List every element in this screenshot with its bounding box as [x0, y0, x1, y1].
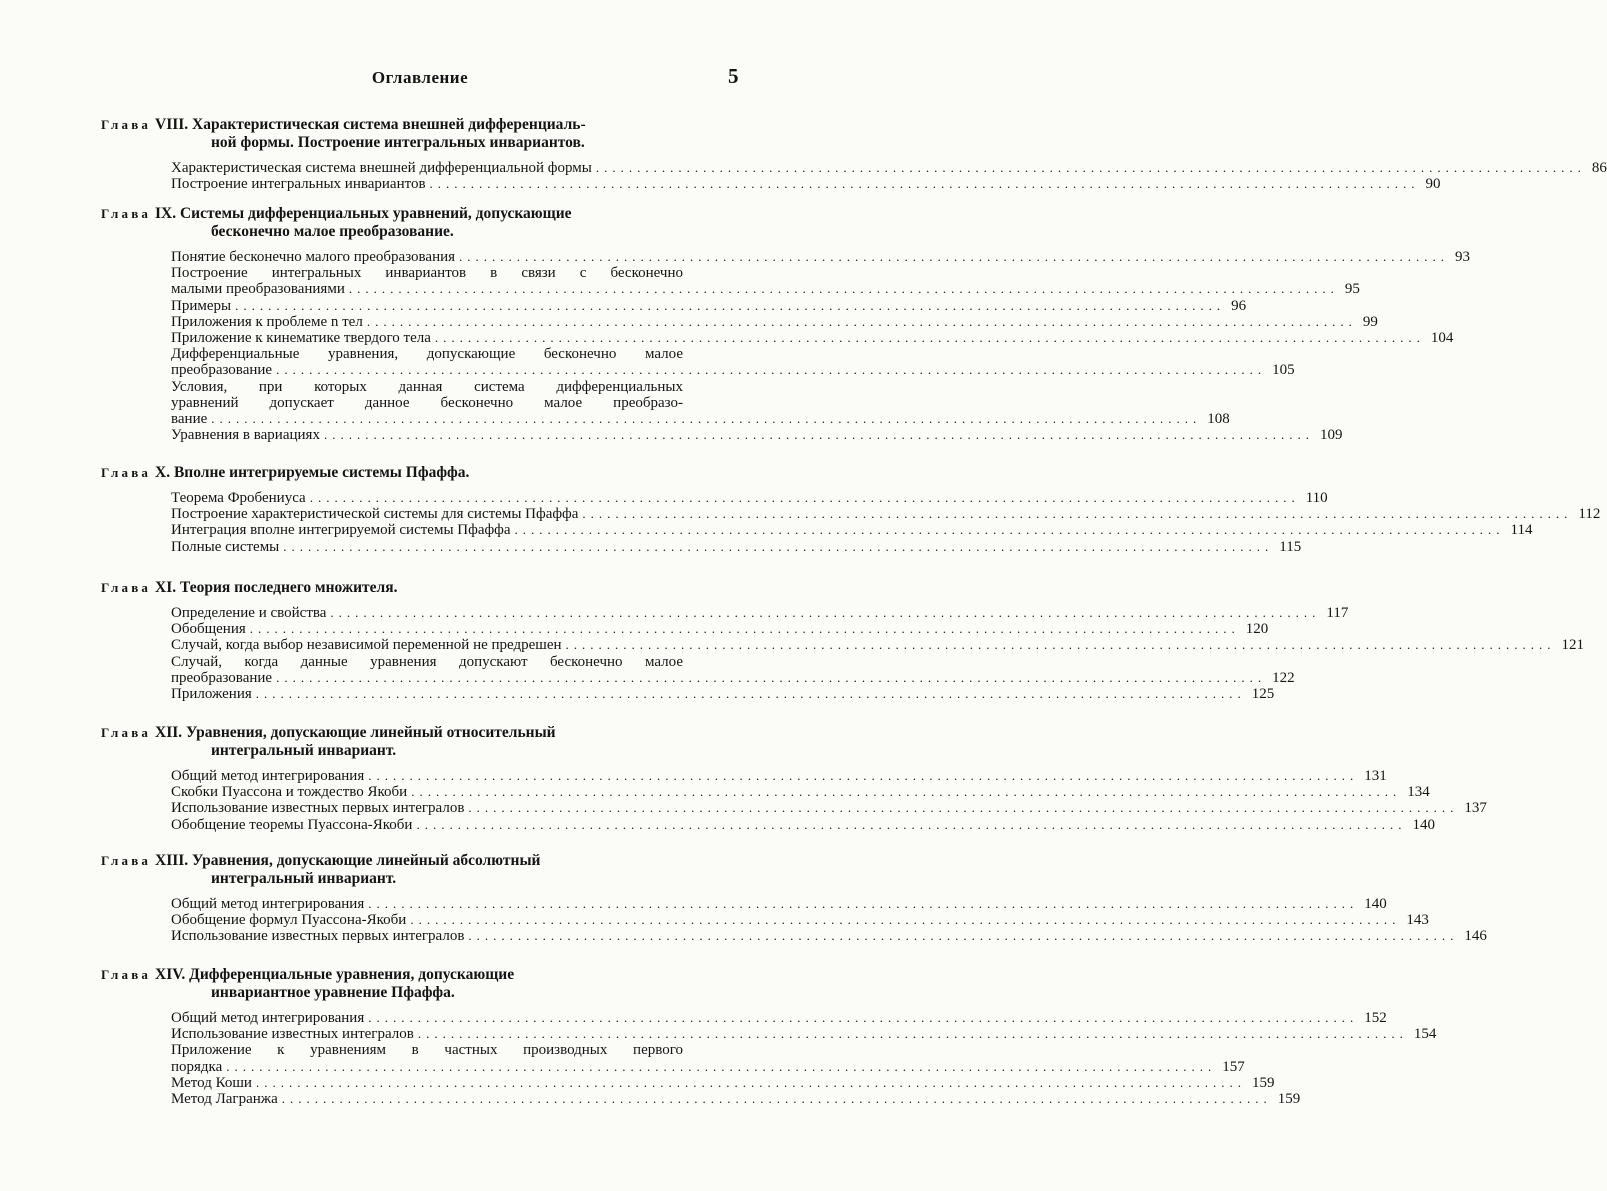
- dot-leader: ........................................................................................................................: [276, 669, 1267, 685]
- chapter-heading: [101, 852, 685, 888]
- entry-title: Построение характеристической системы для системы Пфаффа: [171, 506, 579, 523]
- dot-leader: ........................................................................................................................: [276, 362, 1267, 378]
- entry-page-number: 110: [1305, 490, 1328, 506]
- entry-list: [0, 1010, 1437, 1108]
- entry-title: Случай, когда выбор независимой переменной не предрешен: [171, 637, 562, 654]
- entry-title: Метод Лагранжа: [171, 1091, 278, 1108]
- entry-page-number: 122: [1272, 669, 1295, 686]
- toc-entry[interactable]: [171, 637, 1585, 654]
- entry-page-number: 120: [1245, 621, 1269, 638]
- dot-leader: ........................................................................................................................: [595, 160, 1586, 175]
- entry-title: Уравнения в вариациях: [171, 427, 320, 444]
- entry-title: порядка: [171, 1058, 223, 1075]
- chapter-title-continued: бесконечно малое преобразование.: [211, 223, 454, 240]
- page-number: 5: [728, 64, 739, 88]
- chapter-label: Глава: [101, 725, 152, 740]
- chapter-label: Глава: [101, 853, 152, 868]
- entry-page-number: 90: [1425, 176, 1441, 193]
- toc-entry[interactable]: [171, 522, 1533, 539]
- toc-entry[interactable]: [171, 346, 1295, 379]
- entry-page-number: 105: [1272, 362, 1295, 379]
- entry-page-number: 95: [1344, 281, 1360, 298]
- entry-list: [0, 768, 1487, 833]
- dot-leader: ........................................................................................................................: [582, 506, 1573, 522]
- dot-leader: ........................................................................................................................: [416, 816, 1407, 832]
- entry-title: Полные системы: [171, 538, 280, 555]
- dot-leader: ........................................................................................................................: [565, 637, 1556, 653]
- entry-title: вание: [171, 411, 208, 428]
- entry-title: Приложения: [171, 686, 252, 703]
- entry-page-number: 117: [1326, 605, 1349, 621]
- chapter-label: Глава: [101, 117, 152, 132]
- entry-page-number: 143: [1406, 912, 1429, 929]
- entry-page-number: 159: [1251, 1074, 1275, 1091]
- entry-list: [0, 490, 1601, 555]
- chapter-heading: [101, 579, 685, 597]
- entry-page-number: 159: [1277, 1091, 1301, 1108]
- entry-title: Приложения к проблеме n тел: [171, 313, 363, 330]
- chapter-label: Глава: [101, 967, 152, 982]
- dot-leader: ........................................................................................................................: [323, 427, 1314, 443]
- dot-leader: ........................................................................................................................: [249, 621, 1240, 637]
- entry-page-number: 125: [1251, 686, 1275, 703]
- toc-entry[interactable]: [171, 784, 1430, 801]
- toc-entry[interactable]: [171, 896, 1387, 912]
- chapter-label: Глава: [101, 465, 152, 480]
- entry-page-number: 86: [1591, 160, 1607, 176]
- dot-leader: ........................................................................................................................: [411, 784, 1402, 800]
- chapter-heading: [101, 116, 685, 152]
- entry-title: Обобщение теоремы Пуассона-Якоби: [171, 816, 413, 833]
- entry-page-number: 134: [1407, 784, 1430, 801]
- toc-entry[interactable]: [171, 1091, 1301, 1108]
- entry-page-number: 115: [1279, 538, 1302, 555]
- entry-page-number: 137: [1464, 800, 1487, 817]
- entry-title: Использование известных первых интегралов: [171, 928, 465, 945]
- chapter-label: Глава: [101, 580, 152, 595]
- toc-entry[interactable]: [171, 378, 1230, 428]
- toc-entry[interactable]: [171, 538, 1302, 555]
- entry-title-line: Дифференциальные уравнения, допускающие бесконечно малое: [171, 346, 683, 363]
- toc-entry[interactable]: [171, 160, 1607, 176]
- chapter-title-continued: ной формы. Построение интегральных инвариантов.: [211, 134, 585, 151]
- toc-entry[interactable]: [171, 621, 1269, 638]
- chapter-heading: [101, 205, 685, 241]
- running-title: Оглавление: [371, 68, 469, 87]
- dot-leader: ........................................................................................................................: [368, 896, 1359, 911]
- chapter-block: [0, 966, 1437, 1108]
- entry-page-number: 114: [1510, 522, 1533, 539]
- toc-entry[interactable]: [171, 427, 1343, 444]
- entry-title: Метод Коши: [171, 1074, 252, 1091]
- chapter-title-continued: интегральный инвариант.: [211, 870, 397, 887]
- toc-entry[interactable]: [171, 265, 1360, 298]
- dot-leader: ........................................................................................................................: [330, 605, 1321, 620]
- entry-title: Определение и свойства: [171, 605, 327, 621]
- entry-title: Скобки Пуассона и тождество Якоби: [171, 784, 408, 801]
- entry-title: Общий метод интегрирования: [171, 768, 365, 784]
- dot-leader: ........................................................................................................................: [255, 686, 1246, 702]
- toc-entry[interactable]: [171, 1074, 1275, 1091]
- dot-leader: ........................................................................................................................: [368, 1010, 1359, 1025]
- entry-page-number: 109: [1319, 427, 1343, 444]
- toc-entry[interactable]: [171, 1026, 1437, 1043]
- chapter-block: [0, 464, 1601, 555]
- toc-entry[interactable]: [171, 653, 1295, 686]
- entry-page-number: 104: [1430, 330, 1454, 347]
- dot-leader: ........................................................................................................................: [468, 928, 1459, 944]
- entry-title: Общий метод интегрирования: [171, 1010, 365, 1026]
- chapter-heading: [101, 966, 685, 1002]
- entry-title: Общий метод интегрирования: [171, 896, 365, 912]
- dot-leader: ........................................................................................................................: [468, 800, 1459, 816]
- entry-page-number: 99: [1362, 313, 1378, 330]
- dot-leader: ........................................................................................................................: [235, 297, 1226, 313]
- dot-leader: ........................................................................................................................: [283, 538, 1274, 554]
- entry-title-line: Приложение к уравнениям в частных производных первого: [171, 1042, 683, 1059]
- toc-entry[interactable]: [171, 605, 1349, 621]
- chapter-title-continued: интегральный инвариант.: [211, 742, 397, 759]
- chapter-block: [0, 579, 1585, 703]
- toc-entry[interactable]: [171, 506, 1601, 523]
- entry-page-number: 96: [1231, 297, 1247, 314]
- chapter-heading: [101, 724, 685, 760]
- entry-title: Примеры: [171, 297, 232, 314]
- chapter-title-continued: инвариантное уравнение Пфаффа.: [211, 984, 455, 1001]
- dot-leader: ........................................................................................................................: [255, 1074, 1246, 1090]
- dot-leader: ........................................................................................................................: [434, 330, 1425, 346]
- dot-leader: ........................................................................................................................: [211, 411, 1202, 427]
- entry-page-number: 108: [1207, 411, 1230, 428]
- chapter-title: IX. Системы дифференциальных уравнений, допускающие: [155, 205, 572, 222]
- toc-entry[interactable]: [171, 816, 1435, 833]
- dot-leader: ........................................................................................................................: [459, 249, 1450, 264]
- entry-title: Обобщение формул Пуассона-Якоби: [171, 912, 407, 929]
- entry-title: Теорема Фробениуса: [171, 490, 306, 506]
- entry-title: преобразование: [171, 362, 273, 379]
- toc-entry[interactable]: [171, 686, 1275, 703]
- entry-list: [0, 249, 1471, 444]
- chapter-title: XIV. Дифференциальные уравнения, допускающие: [155, 966, 515, 983]
- entry-page-number: 121: [1561, 637, 1585, 654]
- chapter-block: [0, 852, 1487, 945]
- dot-leader: ........................................................................................................................: [429, 176, 1420, 192]
- chapter-title: X. Вполне интегрируемые системы Пфаффа.: [155, 464, 470, 481]
- dot-leader: ........................................................................................................................: [226, 1058, 1217, 1074]
- dot-leader: ........................................................................................................................: [366, 313, 1357, 329]
- toc-entry[interactable]: [171, 800, 1487, 817]
- entry-title: Использование известных интегралов: [171, 1026, 414, 1043]
- entry-page-number: 157: [1222, 1058, 1245, 1075]
- entry-page-number: 146: [1464, 928, 1487, 945]
- dot-leader: ........................................................................................................................: [309, 490, 1300, 505]
- entry-title-line: уравнений допускает данное бесконечно малое преобразо-: [171, 394, 683, 411]
- chapter-label: Глава: [101, 206, 152, 221]
- entry-title: Использование известных первых интегралов: [171, 800, 465, 817]
- entry-page-number: 140: [1364, 896, 1387, 912]
- entry-page-number: 112: [1578, 506, 1601, 523]
- entry-title-line: Случай, когда данные уравнения допускают бесконечно малое: [171, 653, 683, 670]
- toc-entry[interactable]: [171, 1010, 1387, 1026]
- chapter-title: XI. Теория последнего множителя.: [155, 579, 398, 596]
- entry-title: малыми преобразованиями: [171, 281, 345, 298]
- entry-title: Построение интегральных инвариантов: [171, 176, 426, 193]
- entry-list: [0, 160, 1607, 193]
- toc-entry[interactable]: [171, 768, 1387, 784]
- entry-title-line: Построение интегральных инвариантов в связи с бесконечно: [171, 265, 683, 282]
- chapter-block: [0, 205, 1471, 444]
- dot-leader: ........................................................................................................................: [417, 1026, 1408, 1042]
- toc-entry[interactable]: [171, 928, 1487, 945]
- entry-page-number: 131: [1364, 768, 1387, 784]
- toc-entry[interactable]: [171, 1042, 1245, 1075]
- chapter-block: [0, 116, 1607, 193]
- chapter-heading: [101, 464, 685, 482]
- toc-entry[interactable]: [171, 176, 1441, 193]
- dot-leader: ........................................................................................................................: [514, 522, 1505, 538]
- entry-title: Интеграция вполне интегрируемой системы Пфаффа: [171, 522, 511, 539]
- entry-title: преобразование: [171, 669, 273, 686]
- entry-page-number: 93: [1455, 249, 1471, 265]
- dot-leader: ........................................................................................................................: [348, 281, 1339, 297]
- entry-list: [0, 896, 1487, 945]
- toc-entry[interactable]: [171, 490, 1328, 506]
- entry-title-line: Условия, при которых данная система дифференциальных: [171, 378, 683, 395]
- entry-page-number: 154: [1413, 1026, 1437, 1043]
- toc-entry[interactable]: [171, 313, 1378, 330]
- entry-title: Понятие бесконечно малого преобразования: [171, 249, 456, 265]
- dot-leader: ........................................................................................................................: [281, 1091, 1272, 1107]
- toc-entry[interactable]: [171, 912, 1429, 929]
- chapter-block: [0, 724, 1487, 833]
- toc-entry[interactable]: [171, 330, 1454, 347]
- toc-entry[interactable]: [171, 297, 1247, 314]
- entry-title: Обобщения: [171, 621, 246, 638]
- entry-list: [0, 605, 1585, 703]
- dot-leader: ........................................................................................................................: [410, 912, 1401, 928]
- chapter-title: XII. Уравнения, допускающие линейный относительный: [155, 724, 556, 741]
- entry-page-number: 140: [1412, 816, 1435, 833]
- toc-entry[interactable]: [171, 249, 1471, 265]
- dot-leader: ........................................................................................................................: [368, 768, 1359, 783]
- entry-page-number: 152: [1364, 1010, 1387, 1026]
- entry-title: Характеристическая система внешней дифференциальной формы: [171, 160, 592, 176]
- entry-title: Приложение к кинематике твердого тела: [171, 330, 431, 347]
- chapter-title: XIII. Уравнения, допускающие линейный абсолютный: [155, 852, 541, 869]
- chapter-title: VIII. Характеристическая система внешней дифференциаль-: [155, 116, 586, 133]
